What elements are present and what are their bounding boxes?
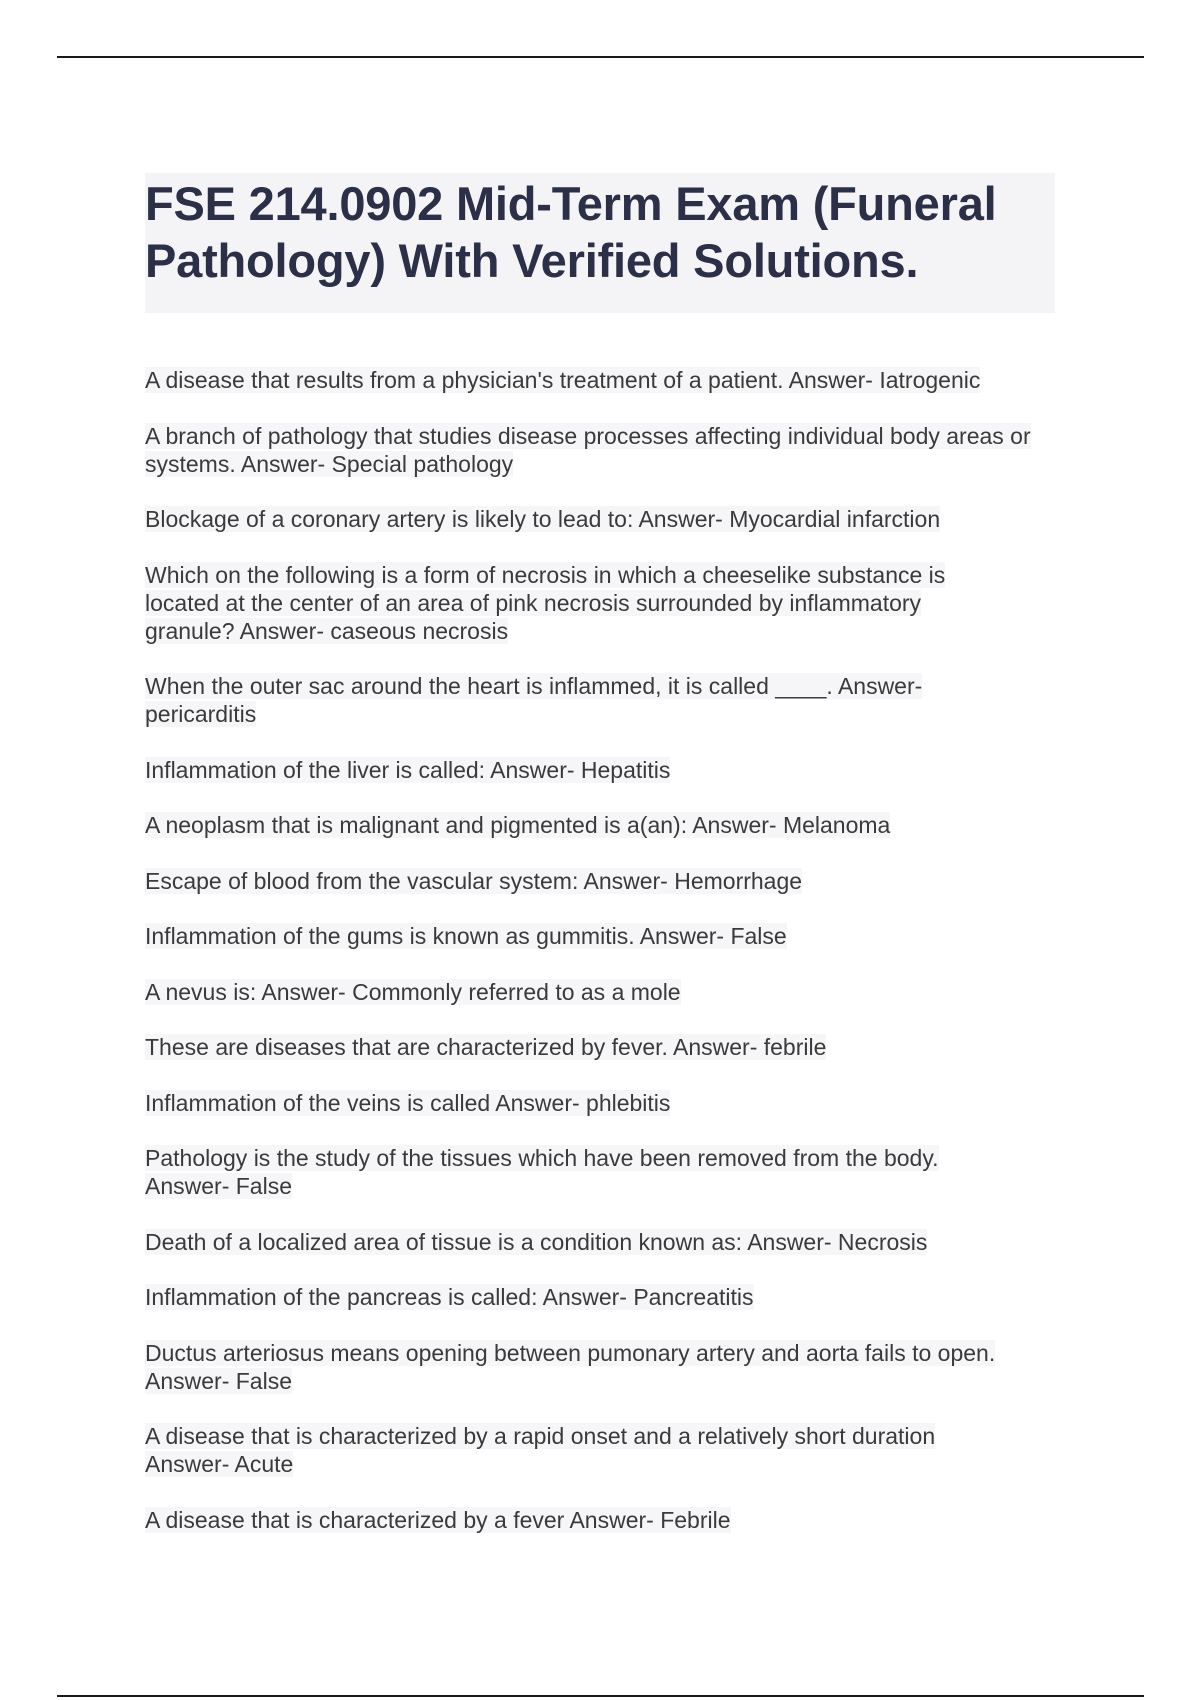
qa-item-13: Pathology is the study of the tissues which have been removed from the body. Answer- False (145, 1145, 939, 1199)
title-block (145, 173, 1055, 313)
qa-item-17: A disease that is characterized by a rapid onset and a relatively short duration Answer- Acute (145, 1423, 936, 1477)
qa-item-16: Ductus arteriosus means opening between pumonary artery and aorta fails to open. Answer- False (145, 1339, 996, 1394)
qa-item-11: These are diseases that are characterized by fever. Answer- febrile (145, 1034, 827, 1060)
qa-item-1: A disease that results from a physician's treatment of a patient. Answer- Iatrogenic (145, 367, 981, 393)
bottom-rule (57, 1695, 1144, 1697)
qa-item-4: Which on the following is a form of necrosis in which a cheeselike substance is located at the center of an area of pink necrosis surrounded by inflammatory granule? Answer- caseous necrosis (145, 561, 946, 644)
qa-item-18: A disease that is characterized by a fever Answer- Febrile (145, 1506, 731, 1533)
qa-item-5: When the outer sac around the heart is inflammed, it is called ____. Answer- pericarditis (145, 673, 923, 727)
qa-item-6: Inflammation of the liver is called: Answer- Hepatitis (145, 756, 671, 783)
qa-item-8: Escape of blood from the vascular system: Answer- Hemorrhage (145, 867, 803, 894)
qa-item-2: A branch of pathology that studies disease processes affecting individual body areas or systems. Answer- Special pathology (145, 422, 1031, 477)
qa-item-14: Death of a localized area of tissue is a condition known as: Answer- Necrosis (145, 1228, 928, 1255)
question-list (145, 366, 1065, 1561)
qa-item-15: Inflammation of the pancreas is called: Answer- Pancreatitis (145, 1284, 754, 1310)
top-rule (57, 56, 1144, 58)
qa-item-12: Inflammation of the veins is called Answer- phlebitis (145, 1089, 671, 1116)
qa-item-7: A neoplasm that is malignant and pigmented is a(an): Answer- Melanoma (145, 812, 891, 838)
qa-item-9: Inflammation of the gums is known as gummitis. Answer- False (145, 923, 787, 949)
document-title: FSE 214.0902 Mid-Term Exam (Funeral Pathology) With Verified Solutions. (145, 177, 997, 287)
qa-item-10: A nevus is: Answer- Commonly referred to as a mole (145, 978, 681, 1005)
qa-item-3: Blockage of a coronary artery is likely to lead to: Answer- Myocardial infarction (145, 506, 941, 532)
